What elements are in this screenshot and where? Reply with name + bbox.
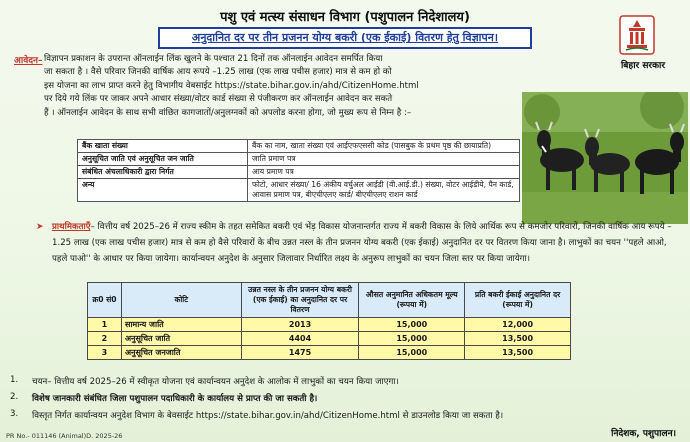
col-header-subsidy: प्रति बकरी ईकाई अनुदानित दर (रूपया में) (465, 283, 571, 318)
priority-text: – वित्तीय वर्ष 2025–26 में राज्य स्कीम के तहत समेकित बकरी एवं भेंड़ विकास योजनान्तर्गत राज्य में बकरी विकास के लिये आर्थिक रूप से कमजोर परिवारों, जिनकी वार्षिक आय रूपये –1.25 लाख (एक लाख पचीस हजार) मात्र से कम हो वैसे परिवारों के बीच उन्नत नस्ल के तीन प्रजनन योग्य बकरी (एक ईकाई) अनुदानित दर पर वितरण किया जाना है। लाभुकों का चयन ''पहले आओ, पहले पाओ'' के आधार पर किया जायेगा। कार्यान्वयन अनुदेश के अनुसार जिलावार निर्धारित लक्ष्य के अनुरूप लाभुकों का चयन जिला स्तर पर किया जायेगा। (52, 222, 672, 264)
doc-value: फोटो, आधार संख्या/ 16 अंकीय वर्चुअल आईडी (वी.आई.डी.) संख्या, वोटर आईडीये, पैन कार्ड, आवास प्रमाण पत्र, बीएचीएलए कार्ड/ बीएचीएलए राशन कार्ड (248, 179, 520, 202)
col-header-units: उन्नत नस्ल के तीन प्रजनन योग्य बकरी (एक ईकाई) का अनुदानित दर पर वितरण (241, 283, 359, 318)
intro-paragraph (44, 53, 514, 120)
col-header-price: औसत अनुमानित अधिकतम मूल्य (रूपया में) (359, 283, 465, 318)
goats-photo (522, 92, 688, 224)
bihar-emblem-icon (619, 15, 655, 55)
cell-category: अनुसूचित जाति (121, 332, 241, 346)
point-text: विस्तृत निर्गत कार्यान्वयन अनुदेश विभाग के बेवसाईट https://state.bihar.gov.in/ahd/CitizenHome.html से डाउनलोड किया जा सकता है। (32, 411, 504, 421)
point-text: विशेष जानकारी संबंधित जिला पशुपालन पदाधिकारी के कार्यालय से प्राप्त की जा सकती है। (32, 394, 318, 404)
doc-value: आय प्रमाण पत्र (248, 166, 520, 179)
cell-units: 4404 (241, 332, 359, 346)
application-label: आवेदन– (14, 56, 43, 66)
intro-line-4: पर दिये गये लिंक पर जाकर अपने आधार संख्या/वोटर कार्ड संख्या से पंजीकरण कर ऑनलाईन आवेदन कर सकते (44, 94, 393, 105)
documents-table (77, 139, 520, 202)
table-row (78, 166, 520, 179)
arrow-bullet-icon: ➤ (36, 222, 44, 232)
table-row (78, 179, 520, 202)
table-row (88, 318, 571, 332)
priority-paragraph (52, 219, 672, 267)
doc-label: संबंधित अंचलाधिकारी द्वारा निर्गत (78, 166, 248, 179)
signature: निदेशक, पशुपालन। (611, 429, 676, 439)
cell-units: 2013 (241, 318, 359, 332)
govt-name: बिहार सरकार (620, 61, 666, 71)
cell-sn: 1 (88, 318, 122, 332)
allocation-table (87, 282, 571, 360)
intro-line-2: जा सकता है । वैसे परिवार जिनकी वार्षिक आय रूपये –1.25 लाख (एक लाख पचीस हजार) मात्र से कम हो को (44, 67, 392, 78)
point-number: 2. (10, 392, 19, 402)
point-number: 1. (10, 375, 19, 385)
table-row (88, 346, 571, 360)
intro-line-1: विज्ञापन प्रकाशन के उपरान्त ऑनलाईन लिंक खुलने के पश्चात 21 दिनों तक ऑनलाईन आवेदन समर्पित किया (44, 54, 383, 64)
cell-price: 15,000 (359, 332, 465, 346)
doc-value: बैंक का नाम, खाता संख्या एवं आईएफएससी कोड (पासबुक के प्रथम पृष्ठ की छायाप्रति) (248, 140, 520, 153)
col-header-category: कोटि (121, 283, 241, 318)
doc-label: बैंक खाता संख्या (78, 140, 248, 153)
page-title: पशु एवं मत्स्य संसाधन विभाग (पशुपालन निदेशालय) (220, 10, 470, 25)
col-header-sn: क्र0 सं0 (88, 283, 122, 318)
intro-line-5: हैं । ऑनलाईन आवेदन के साथ सभी वांछित कागजातों/अनुलग्नकों को अपलोड करना होगा, जो मुख्य रूप से निम्न है :– (44, 107, 412, 118)
page-subtitle: अनुदानित दर पर तीन प्रजनन योग्य बकरी (एक ईकाई) वितरण हेतु विज्ञापन। (158, 27, 532, 49)
table-row (88, 332, 571, 346)
cell-price: 15,000 (359, 346, 465, 360)
cell-price: 15,000 (359, 318, 465, 332)
cell-sn: 3 (88, 346, 122, 360)
table-header-row (88, 283, 571, 318)
table-row (78, 153, 520, 166)
point-text: चयन– वित्तीय वर्ष 2025–26 में स्वीकृत योजना एवं कार्यान्वयन अनुदेश के आलोक में लाभुकों का चयन किया जाएगा। (32, 377, 399, 387)
table-row (78, 140, 520, 153)
priority-label: प्राथमिकताएँ (52, 222, 91, 232)
cell-sn: 2 (88, 332, 122, 346)
cell-units: 1475 (241, 346, 359, 360)
intro-line-3: इस योजना का लाभ प्राप्त करने हेतु विभागीय वेबसाईट https://state.bihar.gov.in/ahd/CitizenHome.html (44, 80, 419, 91)
doc-label: अनुसूचित जाति एवं अनुसूचित जन जाति (78, 153, 248, 166)
cell-category: अनुसूचित जनजाति (121, 346, 241, 360)
doc-value: जाति प्रमाण पत्र (248, 153, 520, 166)
cell-category: सामान्य जाति (121, 318, 241, 332)
cell-subsidy: 12,000 (465, 318, 571, 332)
doc-label: अन्य (78, 179, 248, 202)
pr-number: PR No.- 011146 (Animal)D. 2025-26 (6, 432, 123, 440)
point-number: 3. (10, 409, 19, 419)
cell-subsidy: 13,500 (465, 346, 571, 360)
cell-subsidy: 13,500 (465, 332, 571, 346)
